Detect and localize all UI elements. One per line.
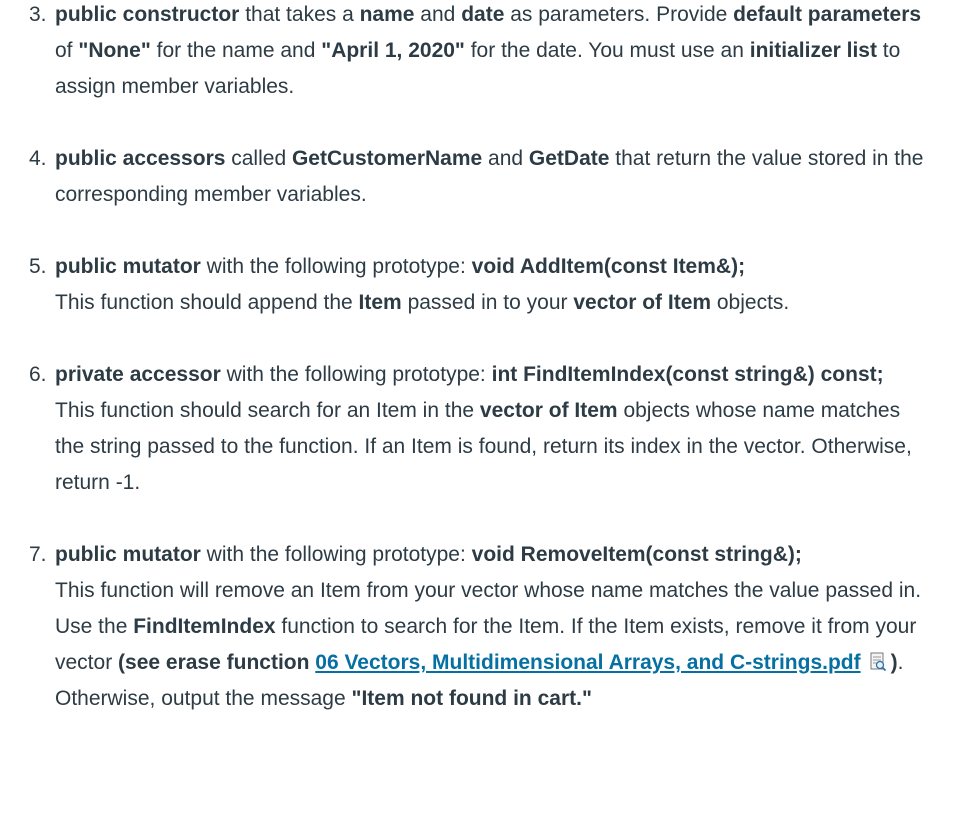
bold-text: GetCustomerName	[291, 147, 483, 170]
text: and	[414, 3, 462, 26]
bold-text: Item	[358, 291, 402, 314]
text: for the name and	[150, 39, 322, 62]
item-number: 7.	[29, 543, 47, 566]
bold-text: GetDate	[528, 147, 610, 170]
text: of	[55, 39, 79, 62]
bold-text: (see erase function	[118, 651, 316, 674]
text: that return the value stored in the corresponding member variables.	[55, 147, 924, 206]
prototype-text: void RemoveItem(const string&);	[471, 543, 802, 566]
list-item-3	[0, 0, 971, 105]
bold-text: "April 1, 2020"	[321, 39, 465, 62]
bold-text: vector of Item	[479, 399, 618, 422]
bold-text: FindItemIndex	[133, 615, 276, 638]
item-number: 5.	[29, 255, 47, 278]
list-item-4	[0, 141, 971, 213]
bold-text: date	[461, 3, 505, 26]
bold-text: )	[890, 651, 898, 674]
text: for the date. You must use an	[464, 39, 750, 62]
item-number: 3.	[29, 3, 47, 26]
pdf-link[interactable]: 06 Vectors, Multidimensional Arrays, and C-strings.pdf	[315, 651, 861, 674]
list-item-5	[0, 249, 971, 321]
text: and	[482, 147, 529, 170]
text: called	[225, 147, 292, 170]
bold-text: private accessor	[55, 363, 221, 386]
text: objects.	[711, 291, 790, 314]
prototype-text: void AddItem(const Item&);	[471, 255, 746, 278]
text: This function should append the	[55, 291, 359, 314]
bold-text: initializer list	[749, 39, 877, 62]
text: with the following prototype:	[200, 255, 472, 278]
bold-text: "None"	[78, 39, 151, 62]
text: with the following prototype:	[200, 543, 472, 566]
document-preview-icon[interactable]	[869, 648, 887, 668]
text: with the following prototype:	[220, 363, 492, 386]
text: . Otherwise, output the message	[55, 651, 904, 710]
list-item-7	[0, 537, 971, 717]
bold-text: public constructor	[55, 3, 240, 26]
bold-text: default parameters	[733, 3, 922, 26]
text: to assign member variables.	[55, 39, 901, 98]
text: objects whose name matches the string passed to the function. If an Item is found, return its index in the vector. Otherwise, return -1.	[55, 399, 912, 494]
text: as parameters. Provide	[504, 3, 734, 26]
bold-text: public mutator	[55, 543, 201, 566]
text: passed in to your	[401, 291, 574, 314]
bold-text: public accessors	[55, 147, 226, 170]
text: This function will remove an Item from your vector whose name matches the value passed in. Use the	[55, 579, 922, 638]
item-number: 6.	[29, 363, 47, 386]
bold-text: name	[359, 3, 415, 26]
item-number: 4.	[29, 147, 47, 170]
bold-text: public mutator	[55, 255, 201, 278]
text: This function should search for an Item in the	[55, 399, 480, 422]
list-item-6	[0, 357, 971, 501]
text: function to search for the Item. If the Item exists, remove it from your vector	[55, 615, 917, 674]
text: that takes a	[239, 3, 360, 26]
prototype-text: int FindItemIndex(const string&) const;	[491, 363, 884, 386]
bold-text: vector of Item	[573, 291, 712, 314]
bold-text: "Item not found in cart."	[351, 687, 592, 710]
